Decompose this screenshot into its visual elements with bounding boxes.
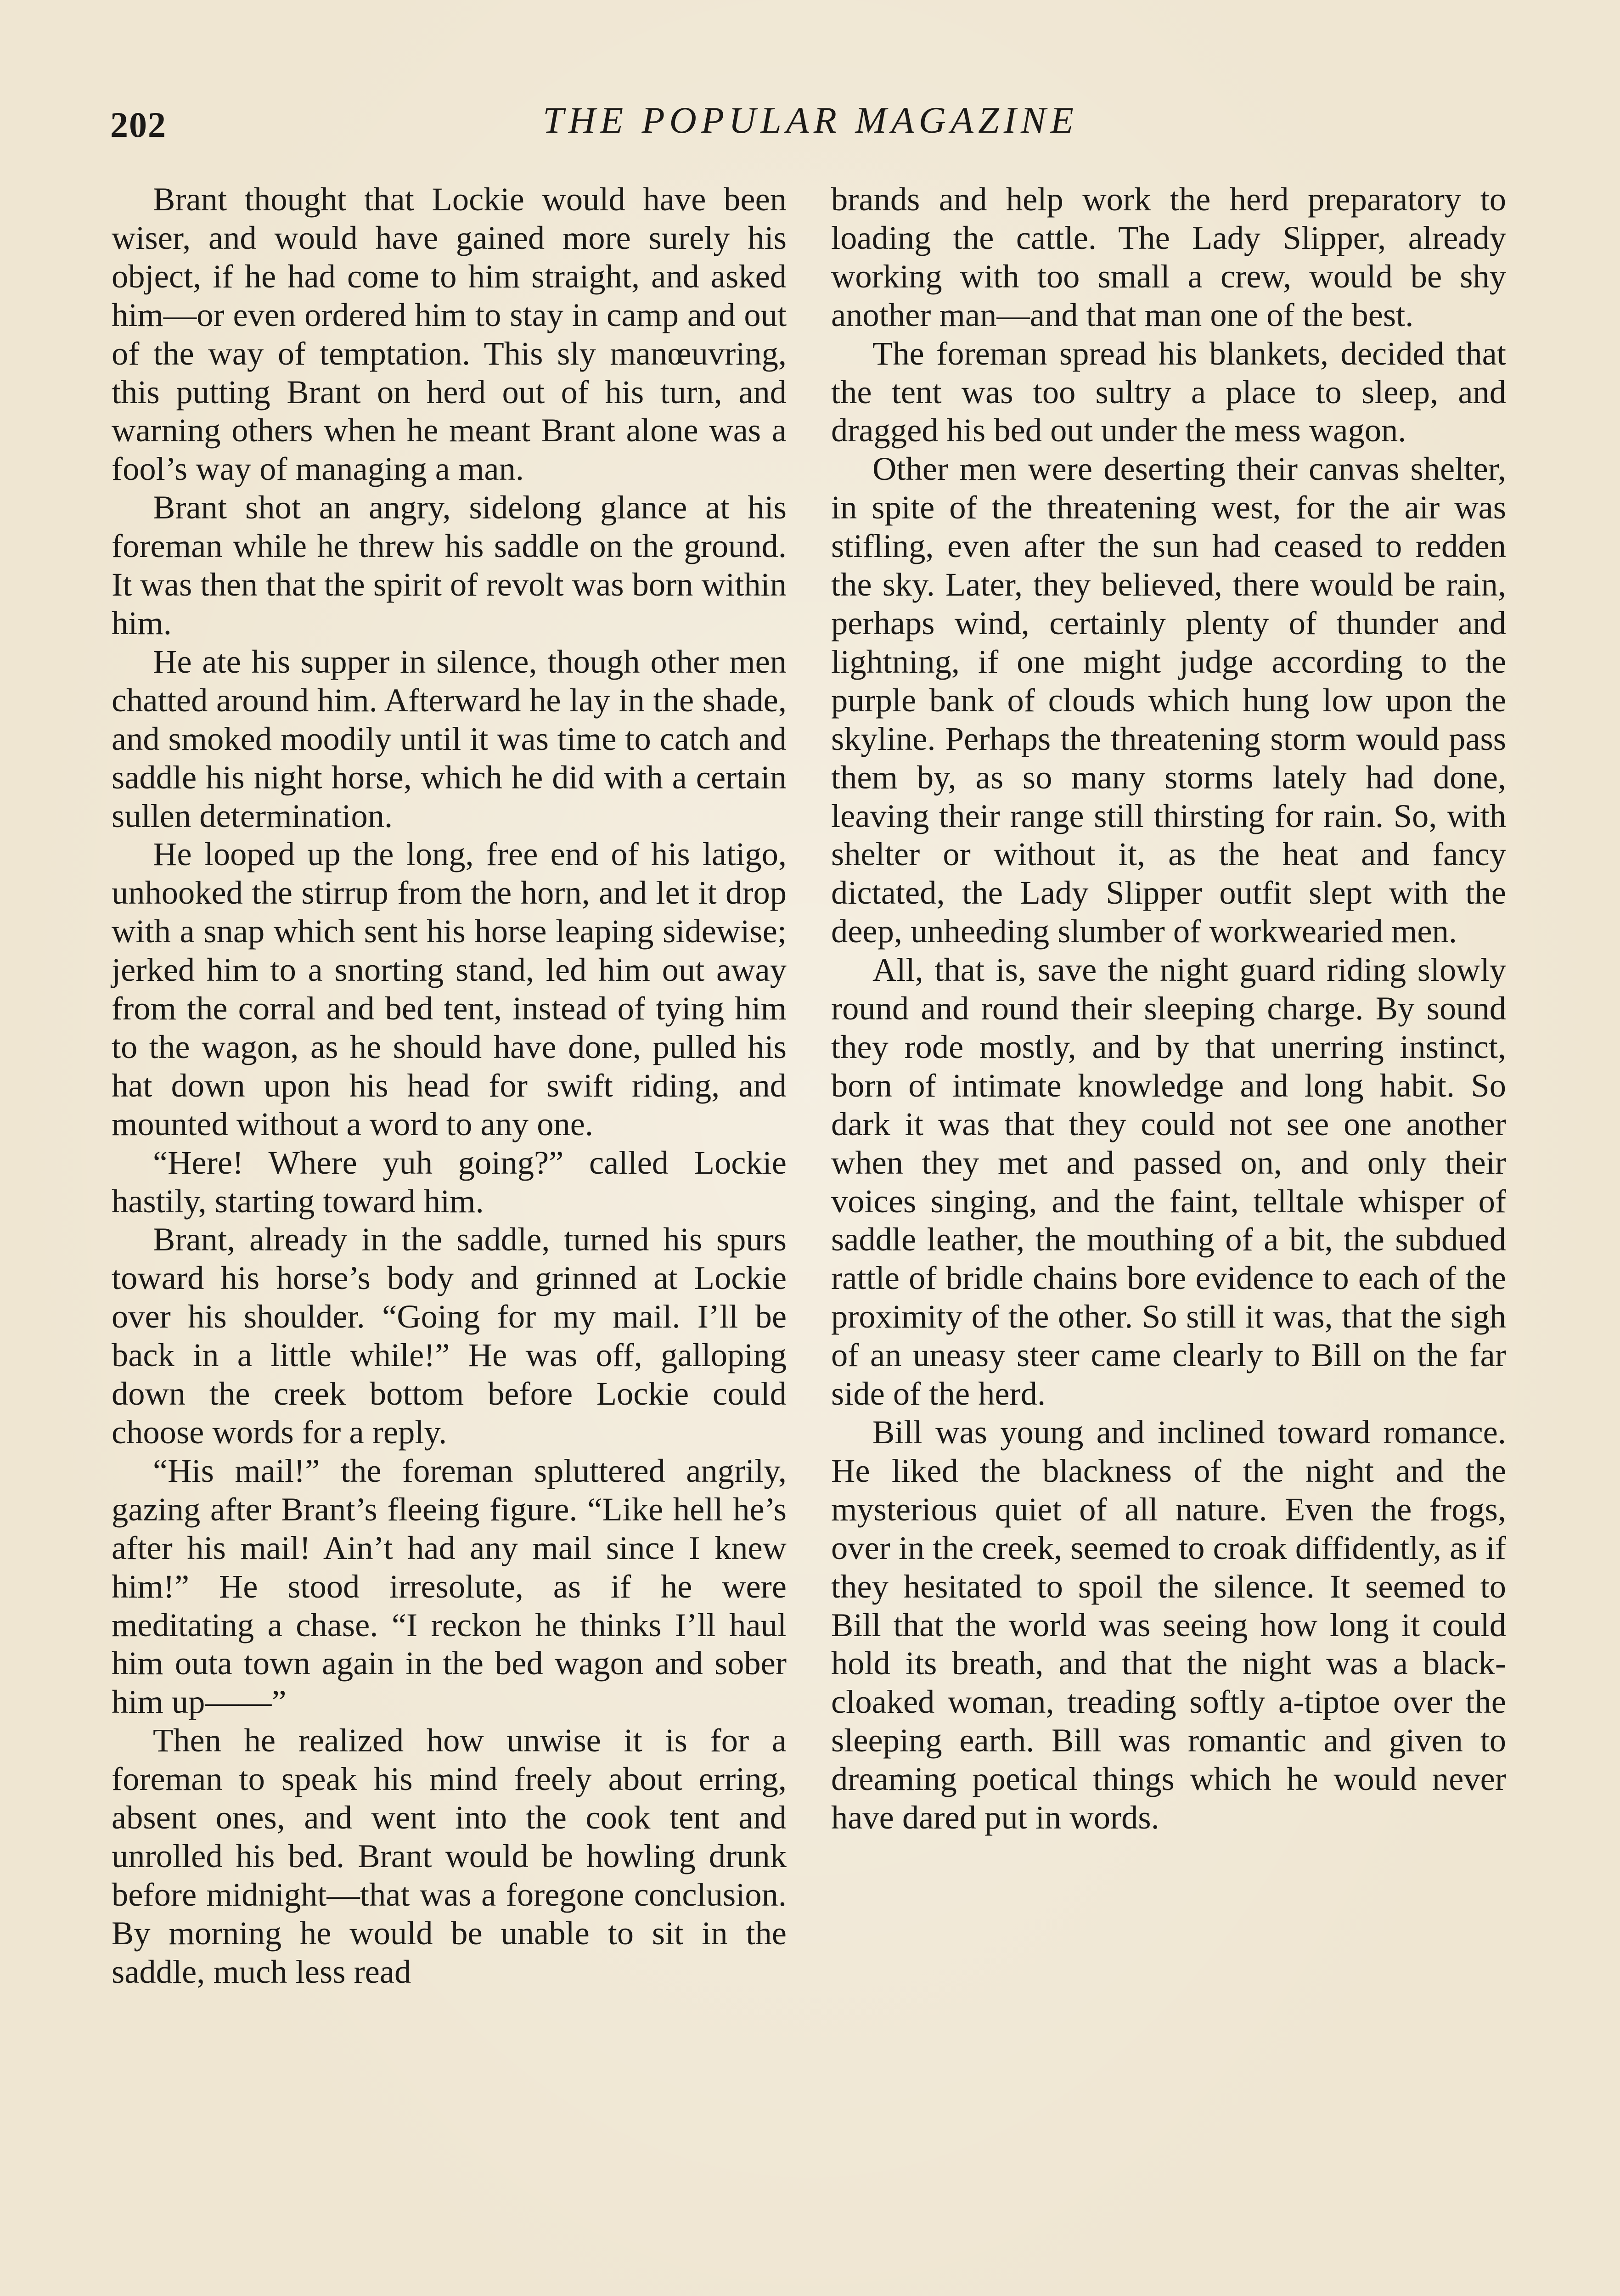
paragraph: He ate his supper in silence, though other men chatted around him. Afterward he lay in the shade, and smoked moodily until it was time to catch and saddle his night horse, which he did with a certain sullen determination. xyxy=(112,642,787,834)
paragraph: Brant, already in the saddle, turned his spurs toward his horse’s body and grinned at Lockie over his shoulder. “Going for my mail. I’ll be back in a little while!” He was off, galloping down the creek bottom before Lockie could choose words for a reply. xyxy=(112,1221,787,1451)
paragraph: All, that is, save the night guard riding slowly round and round their sleeping charge. By sound they rode mostly, and by that unerring instinct, born of intimate knowledge and long habit. So dark it was that they could not see one another when they met and passed on, and only their voices singing, and the faint, telltale whisper of saddle leather, the mouthing of a bit, the subdued rattle of bridle chains bore evidence to each of the proximity of the other. So still it was, that the sigh of an uneasy steer came clearly to Bill on the far side of the herd. xyxy=(831,951,1506,1412)
paragraph: Bill was young and inclined toward romance. He liked the blackness of the night and the mysterious quiet of all nature. Even the frogs, over in the creek, seemed to croak diffidently, as if they hesitated to spoil the silence. It seemed to Bill that the world was seeing how long it could hold its breath, and that the night was a black-cloaked woman, treading softly a-tiptoe over the sleeping earth. Bill was romantic and given to dreaming poetical things which he would never have dared put in words. xyxy=(831,1413,1506,1836)
right-column xyxy=(831,180,1506,1837)
paragraph: Brant thought that Lockie would have been wiser, and would have gained more surely his object, if he had come to him straight, and asked him—or even ordered him to stay in camp and out of the way of temptation. This sly manœuvring, this putting Brant on herd out of his turn, and warning others when he meant Brant alone was a fool’s way of managing a man. xyxy=(112,180,787,488)
page-number: 202 xyxy=(110,105,167,145)
paragraph: “Here! Where yuh going?” called Lockie hastily, starting toward him. xyxy=(112,1143,787,1220)
paragraph: The foreman spread his blankets, decided that the tent was too sultry a place to sleep, and dragged his bed out under the mess wagon. xyxy=(831,334,1506,449)
running-title: THE POPULAR MAGAZINE xyxy=(543,99,1078,141)
paragraph: “His mail!” the foreman spluttered angrily, gazing after Brant’s fleeing figure. “Like hell he’s after his mail! Ain’t had any mail since I knew him!” He stood irresolute, as if he were meditating a chase. “I reckon he thinks I’ll haul him outa town again in the bed wagon and sober him up——” xyxy=(112,1452,787,1721)
paragraph: Other men were deserting their canvas shelter, in spite of the threatening west, for the air was stifling, even after the sun had ceased to redden the sky. Later, they believed, there would be rain, perhaps wind, certainly plenty of thunder and lightning, if one might judge according to the purple bank of clouds which hung low upon the skyline. Perhaps the threatening storm would pass them by, as so many storms lately had done, leaving their range still thirsting for rain. So, with shelter or without it, as the heat and fancy dictated, the Lady Slipper outfit slept with the deep, unheeding slumber of workwearied men. xyxy=(831,450,1506,950)
paragraph: He looped up the long, free end of his latigo, unhooked the stirrup from the horn, and let it drop with a snap which sent his horse leaping sidewise; jerked him to a snorting stand, led him out away from the corral and bed tent, instead of tying him to the wagon, as he should have done, pulled his hat down upon his head for swift riding, and mounted without a word to any one. xyxy=(112,835,787,1142)
paragraph: Then he realized how unwise it is for a foreman to speak his mind freely about erring, absent ones, and went into the cook tent and unrolled his bed. Brant would be howling drunk before midnight—that was a foregone conclusion. By morning he would be unable to sit in the saddle, much less read xyxy=(112,1722,787,1990)
paragraph: Brant shot an angry, sidelong glance at his foreman while he threw his saddle on the ground. It was then that the spirit of revolt was born within him. xyxy=(112,489,787,642)
left-column xyxy=(112,180,787,1991)
paragraph-continued: brands and help work the herd preparatory to loading the cattle. The Lady Slipper, already working with too small a crew, would be shy another man—and that man one of the best. xyxy=(831,180,1506,333)
page-header xyxy=(110,99,1511,154)
